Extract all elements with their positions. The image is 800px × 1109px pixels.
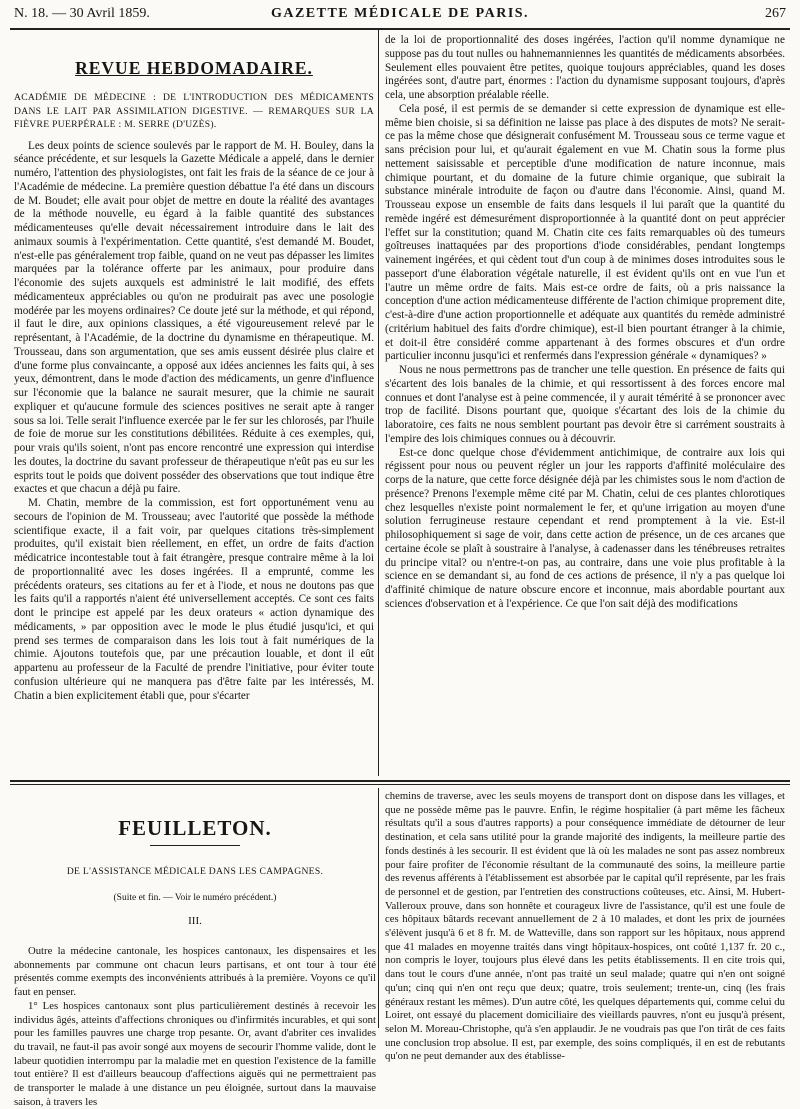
column-divider	[378, 30, 379, 776]
feuilleton-separator-thin	[10, 784, 790, 785]
issue-date: N. 18. — 30 Avril 1859.	[14, 6, 150, 21]
section-number: III.	[188, 915, 202, 927]
article-left-column	[14, 30, 374, 782]
article-paragraph: Nous ne nous permettrons pas de trancher une telle question. En présence de faits qui s'écartent des lois banales de la chimie, et qui ressortissent à des forces encore mal connues et dont l'analyse est à peine commencée, il y aurait témérité à se prononcer avec trop de facilité. Disons pourtant que, quoique s'écartant des lois de la chimie du laboratoire, ces faits ne nous semblent pourtant pas devoir être si carrément soustraits à l'empire des lois chimiques connues ou à découvrir.	[385, 364, 785, 445]
feuilleton-subtitle: DE L'ASSISTANCE MÉDICALE DANS LES CAMPAGNES.	[66, 866, 324, 877]
title-underline	[150, 845, 240, 846]
journal-title: GAZETTE MÉDICALE DE PARIS.	[270, 6, 530, 21]
article-paragraph: Cela posé, il est permis de se demander si cette expression de dynamique est elle-même bien choisie, si sa définition ne laisse pas place à des disputes de mots? Ne serait-ce pas la même chose que désignerait confusément M. Trousseau sous ce terme vague et sans précision pour lui, et qu'aurait également en vue M. Chatin sous la forme plus nettement saisissable et perceptible d'une modification de nature inconnue, mais chimique pourtant, et du domaine de la future chimie organique, que subirait la substance minérale introduite de façon ou d'autre dans l'économie. Ainsi, quand M. Trousseau expose un ensemble de faits dans lesquels il lui paraît que la quantité du remède ingéré est démesurément disproportionnée à la quantité dont on peut apprécier l'effet sur la constitution; quand M. Chatin cite ces faits remarquables où des tumeurs goîtreuses inattaquées par des proportions d'iode considérables, pendant longtemps vainement ingérées, et qui cèdent tout d'un coup à de minimes doses introduites sous le passeport d'une élaboration végétale naturelle, il est évident qu'ils ont en vue l'un et l'autre un même ordre de faits. Mais est-ce ordre de faits, où a pris naissance la conception d'une action médicamenteuse différente de l'action chimique proprement dite, c'est-à-dire d'une action proportionnelle et adéquate aux quantités du remède administré (critérium habituel des faits d'ordre chimique), est-il bien pourtant étranger à la chimie, et doit-il être considéré comme appartenant à des formes obscures et d'un ordre particulier inconnu jusqu'ici et renfermés dans l'expression générale « dynamiques? »	[385, 102, 785, 363]
article-right-column	[385, 34, 785, 778]
feuilleton-paragraph: Outre la médecine cantonale, les hospices cantonaux, les dispensaires et les abonnements par commune ont chacun leurs partisans, et ont tour à tour été présentés comme exempts des inconvénients attribués à la première. Voyons ce qu'il faut en penser.	[14, 945, 376, 999]
article-subtitle: ACADÉMIE DE MÉDECINE : DE L'INTRODUCTION DES MÉDICAMENTS DANS LE LAIT PAR ASSIMILATION DIGESTIVE. — REMARQUES SUR LA FIÈVRE PUERPÉRALE : M. SERRE (D'UZÈS).	[14, 92, 374, 130]
feuilleton-paragraph: chemins de traverse, avec les seuls moyens de transport dont on dispose dans les villages, et que ne possède même pas le pauvre. Enfin, le régime hospitalier (à part même les fâcheux résultats qu'il a sous d'autres rapports) a pour conséquence immédiate de détourner de leur destination, et cela sans utilité pour la grande majorité des indigents, la meilleure partie des fonds destinés à les secourir. Il est évident que là où les malades ne sont pas assez nombreux pour faire profiter de l'économie résultant de la communauté des soins, la meilleure partie des revenus afférents à l'établissement est absorbée par le capital qu'il représente, par les frais de personnel et de gestion, par l'entretien des constructions coûteuses, etc. Ainsi, M. Hubert-Valleroux prouve, dans son honnête et courageux livre de l'assistance, qu'il est une foule de ces hôpitaux bâtards recevant annuellement de 2 à 10 malades, et dont les prix de journées s'élèvent jusqu'à 6 et 8 fr. M. de Watteville, dans son rapport sur les hôpitaux, nous apprend que 41 malades en moyenne traités dans vingt hôpitaux-hospices, ont coûté 1,137 fr. 20 c., non compris le loyer, toujours plus élevé dans les petits établissements. Il en cite trois qui, dans tout le cours d'une année, n'ont pas traité un seul malade; quatre qui n'en ont soigné qu'un; cinq qui n'en ont reçu que deux; quatre, trois seulement; trente-un, cinq (les frais généraux restant les mêmes). D'un autre côté, les quelques départements qui, comme celui du Loiret, ont essayé du placement domiciliaire des vieillards pauvres, n'ont eu jusqu'à présent, selon M. Moreau-Christophe, qu'à s'en applaudir. Je ne voudrais pas que l'on tirât de ces faits une conclusion trop absolue. Il est, par exemple, des soins compliqués, il en est de rebutants qu'on ne peut demander aux des établisse-	[385, 790, 785, 1063]
article-paragraph: Les deux points de science soulevés par le rapport de M. H. Bouley, dans la séance précédente, et sur lesquels la Gazette Médicale a appelé, dans le dernier numéro, l'attention des physiologistes, ont fait les frais de la séance de ce jour à l'Académie de médecine. La première question débattue l'a été dans un discours de M. Boudet; elle avait pour objet de mettre en doute la réalité des avantages de la méthode nouvelle, eu égard à la faible quantité des substances médicamenteuses qu'elle devait nécessairement introduire dans le lait des animaux soumis à l'expérimentation. Cette quantité, s'est demandé M. Boudet, n'est-elle pas généralement trop faible, quand on ne veut pas dépasser les limites marquées par la tolérance offerte par les animaux, pour produire dans l'économie des sujets auxquels est administré le lait modifié, des effets médicamenteux appréciables ou qu'on ne produirait pas avec une posologie modérée par les moyens ordinaires? Ce doute jeté sur la méthode, et qui répond, il faut le dire, aux opinions classiques, a été vigoureusement relevé par le représentant, à l'Académie, de la doctrine du dynamisme en thérapeutique. M. Trousseau, dans son argumentation, que ses amis eussent désirée plus claire et d'une forme plus convaincante, a opposé aux idées anciennes les faits qui, à ses yeux, démontrent, dans le mode d'action des médicaments, un genre d'influence sur l'économie que la balance ne saurait mesurer, que la chimie ne saurait expliquer et qu'aucune formule des sciences positives ne serait apte à ranger sous sa loi. Telle serait l'influence exercée par le fer sur les chlorosés, par l'huile de foie de morue sur les constitutions débilitées. Réduite à ces exemples, qui, pour vrais qu'ils soient, n'ont pas encore rencontré une expression qui interdise les doutes, la doctrine du savant professeur de thérapeutique n'eût pas eu sur les esprits tout le poids que doivent posséder des observations que tout indique être exactes et que chacun a déjà pu faire.	[14, 139, 374, 496]
page-number: 267	[765, 6, 786, 21]
feuilleton-right-column	[385, 790, 785, 1063]
feuilleton-left-column	[14, 786, 376, 1108]
article-paragraph: M. Chatin, membre de la commission, est fort opportunément venu au secours de l'opinion de M. Trousseau; avec l'autorité que possède la méthode scientifique exacte, il a fait voir, par quelques citations très-simplement produites, qu'il existait bien réellement, en effet, un ordre de faits d'action médicatrice incontestable tout à fait étrangère, presque contraire même à la loi de proportionnalité avec les doses ingérées. Il a emprunté, comme les précédents orateurs, ses citations au fer et à l'iode, et nous ne doutons pas que les faits qu'il a rapportés n'aient été universellement acceptés. Ce sont ces faits dont le principe est appelé par les deux orateurs « action dynamique des médicaments, » par opposition avec le mode le plus étudié jusqu'ici, et qui prend ses termes de comparaison dans les lois tout à fait numériques de la chimie. Ajoutons toutefois que, par une précaution louable, et dont il eût appartenu au professeur de la Faculté de prendre l'initiative, pour éviter toute confusion ultérieure qui ne manquera pas d'être faite par les intéressés, M. Chatin a bien explicitement établi que, pour s'écarter	[14, 497, 374, 702]
feuilleton-separator	[10, 780, 790, 782]
feuilleton-column-divider	[378, 788, 379, 1028]
continuation-note: (Suite et fin. — Voir le numéro précédent.)	[113, 893, 277, 903]
feuilleton-paragraph: 1° Les hospices cantonaux sont plus particulièrement destinés à recevoir les individus âgés, atteints d'affections chroniques ou d'infirmités incurables, et qui sont pour les familles pauvres une charge trop pesante. Or, avant d'abriter ces invalides du travail, ne faut-il pas avoir songé aux moyens de secourir l'homme valide, dont le labeur quotidien interrompu par la maladie met en question l'existence de la famille tout entière? Il est d'ailleurs beaucoup d'affections aiguës qui ne permettraient pas de transporter le malade à une distance un peu éloignée, surtout dans la mauvaise saison, à travers les	[14, 999, 376, 1108]
article-paragraph: Est-ce donc quelque chose d'évidemment antichimique, de contraire aux lois qui régissent pour nous ou peuvent régler un jour les rapports d'affinité moléculaire des corps de la nature, que cette force désignée déjà par les chimistes sous le nom d'action de présence? Prenons l'exemple même cité par M. Chatin, celui de ces plantes chlorotiques chez lesquelles n'existe point normalement le fer, et qu'une irrigation au moyen d'une solution ferrugineuse restaure cependant et rend promptement à la vie. Est-il philosophiquement si sage de voir, dans cette action de présence, un de ces arcanes que certaine école se plaît à soustraire à l'analyse, à cadenasser dans les ténébreuses retraites du principe vital? ou n'entre-t-on pas, au contraire, dans une voie plus profitable à la science en se demandant si, au fond de ces actions de présence, il n'y a pas quelque loi d'affinité chimique de nature obscure encore et inconnue, mais abordable pourtant aux sciences d'observation et à l'expérience. Ce que l'on sait déjà des modifications	[385, 446, 785, 610]
article-title: REVUE HEBDOMADAIRE.	[75, 58, 313, 78]
article-paragraph: de la loi de proportionnalité des doses ingérées, l'action qu'il nomme dynamique ne suppose pas du tout nulles ou hahnemanniennes les quantités de médicaments absorbées. Seulement elles pouvaient être petites, quoique toujours appréciables, quand les doses ingérées sont, d'autre part, énormes : l'action du dynamisme supposant toujours, d'après cela, une absorption préalable réelle.	[385, 34, 785, 101]
feuilleton-title: FEUILLETON.	[118, 816, 272, 840]
page-header	[10, 2, 790, 30]
